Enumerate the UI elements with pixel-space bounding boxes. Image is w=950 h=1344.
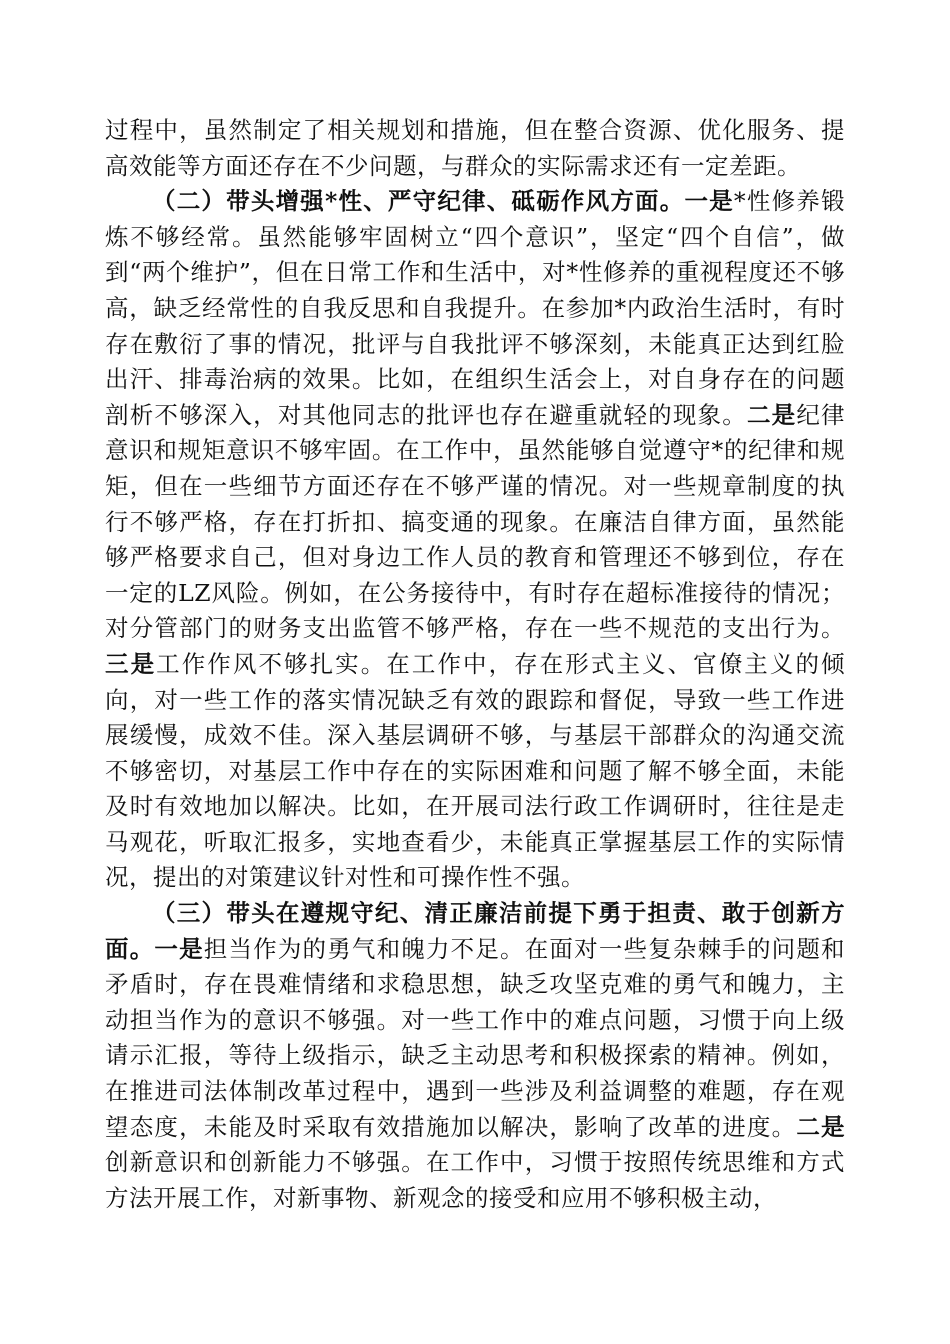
paragraph-continuation: [105, 113, 845, 184]
point-marker: 二是: [796, 1112, 846, 1141]
paragraph-section-two: [105, 184, 845, 896]
paragraph-section-three: [105, 896, 845, 1216]
point-marker: 一是: [154, 934, 204, 963]
point-text: 纪律意识和规矩意识不够牢固。在工作中，虽然能够自觉遵守*的纪律和规矩，但在一些细节方面还存在不够严谨的情况。对一些规章制度的执行不够严格，存在打折扣、搞变通的现象。在廉洁自律方面，虽然能够严格要求自己，但对身边工作人员的教育和管理还不够到位，存在一定的LZ风险。例如，在公务接待中，有时存在超标准接待的情况；对分管部门的财务支出监管不够严格，存在一些不规范的支出行为。: [105, 400, 846, 643]
section-heading: （二）带头增强*性、严守纪律、砥砺作风方面。: [152, 187, 685, 216]
point-text: 工作作风不够扎实。在工作中，存在形式主义、官僚主义的倾向，对一些工作的落实情况缺乏有效的跟踪和督促，导致一些工作进展缓慢，成效不佳。深入基层调研不够，与基层干部群众的沟通交流不够密切，对基层工作中存在的实际困难和问题了解不够全面，未能及时有效地加以解决。比如，在开展司法行政工作调研时，往往是走马观花，听取汇报多，实地查看少，未能真正掌握基层工作的实际情况，提出的对策建议针对性和可操作性不强。: [105, 649, 846, 892]
point-marker: 二是: [746, 400, 797, 429]
point-marker: 一是: [684, 187, 734, 216]
point-text: 创新意识和创新能力不够强。在工作中，习惯于按照传统思维和方式方法开展工作，对新事物、新观念的接受和应用不够积极主动，: [105, 1148, 845, 1212]
paragraph-text: 过程中，虽然制定了相关规划和措施，但在整合资源、优化服务、提高效能等方面还存在不少问题，与群众的实际需求还有一定差距。: [105, 116, 845, 180]
point-marker: 三是: [105, 649, 157, 678]
point-text: *性修养锻炼不够经常。虽然能够牢固树立“四个意识”，坚定“四个自信”，做到“两个维护”，但在日常工作和生活中，对*性修养的重视程度还不够高，缺乏经常性的自我反思和自我提升。在参加*内政治生活时，有时存在敷衍了事的情况，批评与自我批评不够深刻，未能真正达到红脸出汗、排毒治病的效果。比如，在组织生活会上，对自身存在的问题剖析不够深入，对其他同志的批评也存在避重就轻的现象。: [105, 187, 846, 429]
point-text: 担当作为的勇气和魄力不足。在面对一些复杂棘手的问题和矛盾时，存在畏难情绪和求稳思想，缺乏攻坚克难的勇气和魄力，主动担当作为的意识不够强。对一些工作中的难点问题，习惯于向上级请示汇报，等待上级指示，缺乏主动思考和积极探索的精神。例如，在推进司法体制改革过程中，遇到一些涉及利益调整的难题，存在观望态度，未能及时采取有效措施加以解决，影响了改革的进度。: [105, 934, 846, 1141]
section-heading: （三）带头在遵规守纪、清正廉洁前提下勇于担责、敢于创新方面。: [105, 899, 845, 963]
